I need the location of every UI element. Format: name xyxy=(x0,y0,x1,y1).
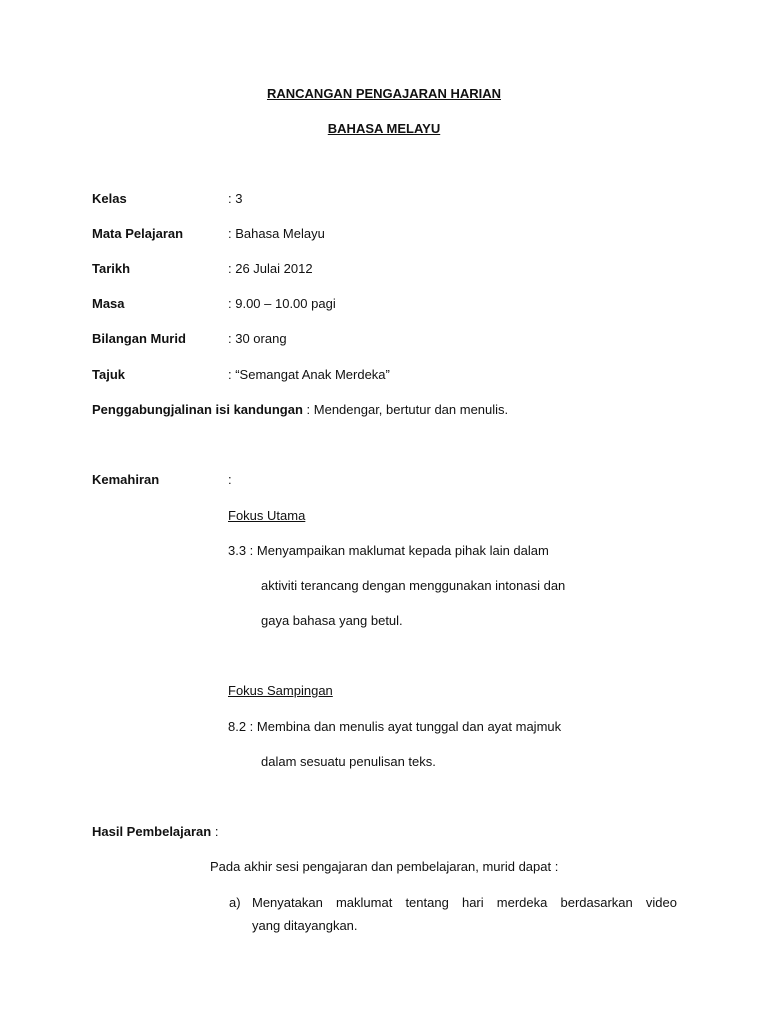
field-label-tarikh: Tarikh xyxy=(92,261,131,276)
field-label-masa: Masa xyxy=(92,296,125,311)
outcome-item-line-2: yang ditayangkan. xyxy=(252,918,358,933)
field-value-bilangan-murid: : 30 orang xyxy=(228,331,287,346)
field-label-mata-pelajaran: Mata Pelajaran xyxy=(92,226,184,241)
primary-focus-line-2: aktiviti terancang dengan menggunakan intonasi dan xyxy=(261,578,566,593)
secondary-focus-line-1: 8.2 : Membina dan menulis ayat tunggal dan ayat majmuk xyxy=(228,719,562,734)
field-value-kelas: : 3 xyxy=(228,191,243,206)
field-value-tajuk: : “Semangat Anak Merdeka” xyxy=(228,367,390,382)
integration-row xyxy=(92,402,508,418)
field-value-mata-pelajaran: : Bahasa Melayu xyxy=(228,226,325,241)
outcomes-row xyxy=(92,824,218,840)
field-label-tajuk: Tajuk xyxy=(92,367,125,382)
field-value-masa: : 9.00 – 10.00 pagi xyxy=(228,296,336,311)
field-label-bilangan-murid: Bilangan Murid xyxy=(92,331,186,346)
field-label-kelas: Kelas xyxy=(92,191,127,206)
document-title: RANCANGAN PENGAJARAN HARIAN xyxy=(266,86,501,101)
outcome-item-marker: a) xyxy=(229,895,241,910)
integration-value: : Mendengar, bertutur dan menulis. xyxy=(302,402,509,417)
primary-focus-line-1: 3.3 : Menyampaikan maklumat kepada pihak lain dalam xyxy=(228,543,549,558)
field-value-tarikh: : 26 Julai 2012 xyxy=(228,261,313,276)
outcomes-colon: : xyxy=(211,824,219,839)
secondary-focus-heading: Fokus Sampingan xyxy=(228,683,333,698)
secondary-focus-line-2: dalam sesuatu penulisan teks. xyxy=(261,754,436,769)
outcomes-intro: Pada akhir sesi pengajaran dan pembelajaran, murid dapat : xyxy=(210,859,559,874)
outcome-item-line-1: Menyatakan maklumat tentang hari merdeka berdasarkan video xyxy=(252,895,677,910)
skills-colon: : xyxy=(228,472,232,487)
outcomes-label: Hasil Pembelajaran xyxy=(92,824,212,839)
integration-label: Penggabungjalinan isi kandungan xyxy=(92,402,303,417)
skills-label: Kemahiran xyxy=(92,472,160,487)
primary-focus-heading: Fokus Utama xyxy=(228,508,306,523)
subject-heading: BAHASA MELAYU xyxy=(327,121,441,136)
primary-focus-line-3: gaya bahasa yang betul. xyxy=(261,613,403,628)
